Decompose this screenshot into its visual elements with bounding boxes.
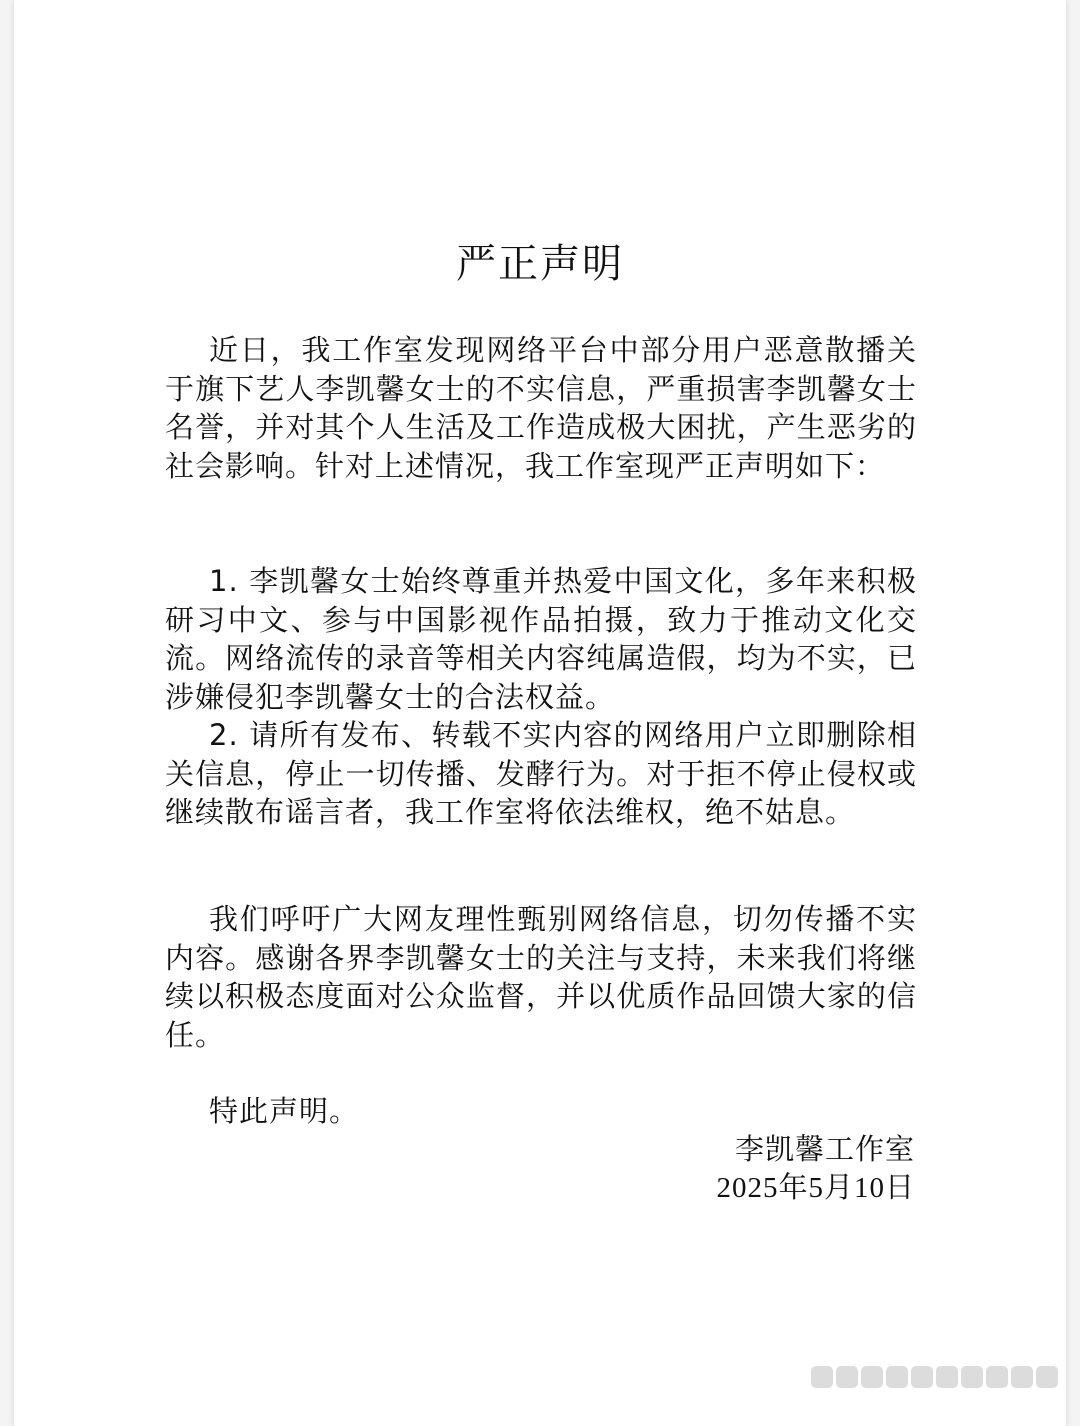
signature-name: 李凯馨工作室 [734, 1132, 915, 1166]
list-item: 1. 李凯馨女士始终尊重并热爱中国文化，多年来积极研习中文、参与中国影视作品拍摄，致力于推动文化交流。网络流传的录音等相关内容纯属造假，均为不实，已涉嫌侵犯李凯馨女士的合法权益。 [165, 564, 917, 714]
intro-paragraph: 近日，我工作室发现网络平台中部分用户恶意散播关于旗下艺人李凯馨女士的不实信息，严重损害李凯馨女士名誉，并对其个人生活及工作造成极大困扰，产生恶劣的社会影响。针对上述情况，我工作室现严正声明如下： [165, 333, 917, 483]
list-item: 2. 请所有发布、转载不实内容的网络用户立即删除相关信息，停止一切传播、发酵行为。对于拒不停止侵权或继续散布谣言者，我工作室将依法维权，绝不姑息。 [165, 718, 917, 829]
closing-line: 特此声明。 [209, 1094, 360, 1128]
document-title: 严正声明 [456, 241, 624, 287]
signature-block [716, 1130, 915, 1207]
signature-date: 2025年5月10日 [716, 1171, 915, 1204]
watermark-logo-icon [811, 1366, 1058, 1388]
appeal-paragraph: 我们呼吁广大网友理性甄别网络信息，切勿传播不实内容。感谢各界李凯馨女士的关注与支持，未来我们将继续以积极态度面对公众监督，并以优质作品回馈大家的信任。 [165, 902, 917, 1052]
